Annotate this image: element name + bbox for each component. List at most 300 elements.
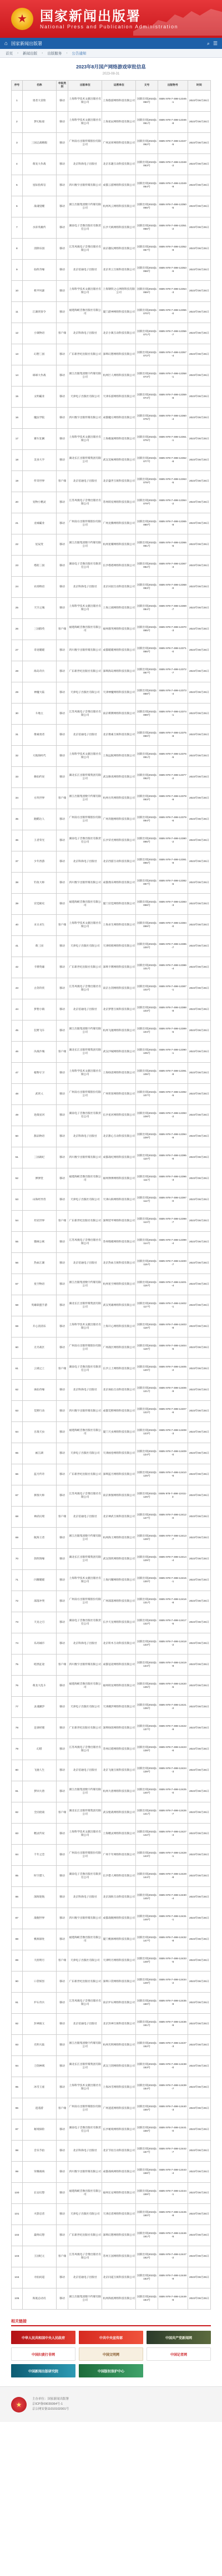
cell-date: 2023年08月25日 [188, 619, 210, 640]
cell-isbn: ISBN 978-7-498-12393-2 [158, 1105, 188, 1126]
cell-operator: 天津乐游网络科技有限公司 [102, 387, 136, 408]
cell-approval-no: 国新出审[2023]1070号 [136, 302, 158, 323]
cell-index: 30 [12, 704, 23, 725]
cell-publisher: 江苏凤凰电子音像出版社有限公司 [68, 239, 102, 260]
cell-isbn: ISBN 978-7-498-12368-0 [158, 577, 188, 598]
cell-name: 方块世界 [22, 788, 56, 809]
cell-operator: 北京小镇互动科技有限公司 [102, 323, 136, 344]
cell-index: 14 [12, 365, 23, 387]
cell-isbn: ISBN 978-7-498-12378-9 [158, 788, 188, 809]
menu-icon[interactable]: ☰ [213, 40, 218, 46]
cell-name: 仙侠奇缘 [22, 260, 56, 281]
cell-publisher: 四川数字出版传媒有限公司 [68, 2162, 102, 2183]
cell-approval-no: 国新出审[2023]1147号 [136, 1929, 158, 1950]
cell-isbn: ISBN 978-7-498-12448-9 [158, 2267, 188, 2288]
nav-bar [0, 38, 222, 49]
cell-publisher: 北京科海电子出版社 [68, 577, 102, 598]
cell-operator: 苏州王国网络科技有限公司 [102, 2246, 136, 2267]
cell-approval-no: 国新出审[2023]1061号 [136, 112, 158, 133]
cell-approval-no: 国新出审[2023]1086号 [136, 640, 158, 661]
cell-date: 2023年08月25日 [188, 450, 210, 471]
cell-index: 66 [12, 1464, 23, 1485]
cell-index: 60 [12, 1337, 23, 1359]
cell-isbn: ISBN 978-7-498-12345-1 [158, 91, 188, 112]
cell-approval-no: 国新出审[2023]1088号 [136, 682, 158, 704]
cell-isbn: ISBN 978-7-498-12414-4 [158, 1549, 188, 1570]
cell-category: 客户端 [56, 1042, 68, 1063]
cell-operator: 广州奔跑网络科技有限公司 [102, 809, 136, 830]
cell-name: 暗黑征途 [22, 1654, 56, 1676]
cell-operator: 成都战线网络科技有限公司 [102, 2162, 136, 2183]
cell-index: 29 [12, 682, 23, 704]
cell-publisher: 江苏凤凰电子音像出版社有限公司 [68, 1739, 102, 1760]
cell-isbn: ISBN 978-7-498-12373-4 [158, 682, 188, 704]
cell-name: 美食大亨 [22, 450, 56, 471]
cell-publisher: 北京科海电子出版社 [68, 1126, 102, 1147]
cell-operator: 深圳幻想网络科技有限公司 [102, 344, 136, 365]
table-header-row [12, 81, 211, 91]
cell-name: 神武幻境 [22, 1507, 56, 1528]
cell-name: 光明大陆 [22, 2035, 56, 2056]
cell-operator: 杭州海王网络科技有限公司 [102, 1528, 136, 1549]
cell-index: 9 [12, 260, 23, 281]
cell-isbn: ISBN 978-7-498-12420-5 [158, 1676, 188, 1697]
cell-name: 剑侠情缘 [22, 1549, 56, 1570]
cell-publisher: 天津电子出版社有限公司 [68, 1697, 102, 1718]
cell-index: 70 [12, 1549, 23, 1570]
cell-index: 12 [12, 323, 23, 344]
cell-name: 全民枪战 [22, 1802, 56, 1824]
cell-publisher: 北京科海电子出版社 [68, 1633, 102, 1654]
cell-publisher: 湖南电子音像出版社有限责任公司 [68, 830, 102, 851]
cell-isbn: ISBN 978-7-498-12435-9 [158, 1993, 188, 2014]
table-row [12, 978, 211, 999]
cell-publisher: 江苏凤凰电子音像出版社有限公司 [68, 1485, 102, 1507]
cell-publisher: 福建海峡音像出版社有限公司 [68, 894, 102, 915]
cell-category: 移动 [56, 534, 68, 556]
cell-operator: 上海闪耀网络科技有限公司 [102, 1570, 136, 1591]
cell-publisher: 福建海峡音像出版社有限公司 [68, 1168, 102, 1190]
table-row [12, 1464, 211, 1485]
breadcrumb-service[interactable]: 出版服务 [47, 52, 62, 56]
cell-category: 客户端 [56, 2246, 68, 2267]
cell-approval-no: 国新出审[2023]1073号 [136, 365, 158, 387]
table-row [12, 1591, 211, 1612]
cell-approval-no: 国新出审[2023]1151号 [136, 2014, 158, 2035]
link-banner-gov[interactable]: 中华人民共和国中央人民政府 [11, 2331, 75, 2344]
cell-publisher: 浙江出版集团数字传媒有限公司 [68, 2288, 102, 2310]
cell-operator: 成都渔乐网络科技有限公司 [102, 873, 136, 894]
cell-name: 飞驰人生 [22, 1760, 56, 1781]
table-row [12, 1316, 211, 1337]
cell-category: 移动 [56, 1591, 68, 1612]
cell-category: 移动 [56, 1887, 68, 1908]
cell-operator: 长沙天纵网络科技有限公司 [102, 217, 136, 239]
cell-publisher: 湖南电子音像出版社有限责任公司 [68, 217, 102, 239]
cell-index: 52 [12, 1168, 23, 1190]
cell-approval-no: 国新出审[2023]1144号 [136, 1866, 158, 1887]
cell-isbn: ISBN 978-7-498-12415-1 [158, 1570, 188, 1591]
table-row [12, 1401, 211, 1422]
site-title: 国家新闻出版署 [40, 8, 141, 24]
cell-category: 移动 [56, 767, 68, 788]
cell-approval-no: 国新出审[2023]1084号 [136, 598, 158, 619]
cell-approval-no: 国新出审[2023]1069号 [136, 281, 158, 302]
cell-isbn: ISBN 978-7-498-12422-9 [158, 1718, 188, 1739]
cell-category: 移动 [56, 217, 68, 239]
cell-operator: 杭州海底网络科技有限公司 [102, 2288, 136, 2310]
cell-approval-no: 国新出审[2023]1092号 [136, 767, 158, 788]
cell-category: 客户端 [56, 1802, 68, 1824]
cell-publisher: 广东新世纪出版社有限公司 [68, 1971, 102, 1993]
cell-date: 2023年08月25日 [188, 1845, 210, 1866]
cell-isbn: ISBN 978-7-498-12401-4 [158, 1274, 188, 1295]
cell-publisher: 湖南电子音像出版社有限责任公司 [68, 1105, 102, 1126]
cell-index: 100 [12, 2183, 23, 2204]
link-banner-wenming[interactable]: 中国文明网 [79, 2347, 143, 2361]
cell-name: 三国战纪 [22, 1147, 56, 1168]
cell-date: 2023年08月25日 [188, 408, 210, 429]
table-row [12, 429, 211, 450]
table-row [12, 2035, 211, 2056]
cell-name: 决战沙城 [22, 1042, 56, 1063]
cell-category: 移动 [56, 450, 68, 471]
cell-approval-no: 国新出审[2023]1109号 [136, 1126, 158, 1147]
breadcrumb: 首页 › 新闻出版 › 出版服务 › 公告通知 [0, 49, 222, 58]
cell-isbn: ISBN 978-7-498-12424-3 [158, 1760, 188, 1781]
cell-approval-no: 国新出审[2023]1139号 [136, 1760, 158, 1781]
cell-date: 2023年08月25日 [188, 1401, 210, 1422]
link-banner-journalist[interactable]: 中国记者网 [147, 2347, 211, 2361]
cell-category: 移动 [56, 1908, 68, 1929]
cell-index: 71 [12, 1570, 23, 1591]
cell-date: 2023年08月25日 [188, 1295, 210, 1316]
cell-category: 移动 [56, 1845, 68, 1866]
col-header-operator: 运营单位 [102, 81, 136, 91]
cell-date: 2023年08月25日 [188, 217, 210, 239]
cell-isbn: ISBN 978-7-498-12437-3 [158, 2035, 188, 2056]
cell-publisher: 广州南方出版传媒股份有限公司 [68, 1084, 102, 1105]
table-row [12, 851, 211, 873]
home-icon[interactable]: ⌂ [4, 40, 8, 47]
cell-publisher: 湖北长江出版传媒集团有限公司 [68, 1042, 102, 1063]
cell-publisher: 湖北长江出版传媒集团有限公司 [68, 1802, 102, 1824]
cell-name: 文明霸业 [22, 387, 56, 408]
cell-category: 移动 [56, 1021, 68, 1042]
cell-date: 2023年08月25日 [188, 2183, 210, 2204]
cell-operator: 北京西游互动科技有限公司 [102, 851, 136, 873]
cell-operator: 武汉枪战网络科技有限公司 [102, 1802, 136, 1824]
table-row [12, 598, 211, 619]
cell-isbn: ISBN 978-7-498-12358-1 [158, 365, 188, 387]
cell-isbn: ISBN 978-7-498-12446-5 [158, 2225, 188, 2246]
cell-category: 移动 [56, 1697, 68, 1718]
cell-approval-no: 国新出审[2023]1130号 [136, 1570, 158, 1591]
cell-approval-no: 国新出审[2023]1160号 [136, 2204, 158, 2225]
cell-date: 2023年08月25日 [188, 154, 210, 175]
cell-date: 2023年08月25日 [188, 260, 210, 281]
cell-name: 封神演义 [22, 2014, 56, 2035]
table-row [12, 1528, 211, 1549]
cell-operator: 长沙秘境网络科技有限公司 [102, 2119, 136, 2141]
great-wall-decoration [133, 3, 222, 36]
gov-badge-icon[interactable]: ★ [11, 2397, 27, 2412]
cell-date: 2023年08月25日 [188, 1993, 210, 2014]
cell-operator: 成都战纪网络科技有限公司 [102, 1147, 136, 1168]
cell-name: 百战天虫 [22, 1422, 56, 1443]
cell-name: 海岛奇兵 [22, 661, 56, 682]
link-banner-propaganda[interactable]: 中共中央宣传部 [79, 2331, 143, 2344]
search-icon[interactable]: ⌕ [206, 40, 210, 46]
cell-name: 无尽战区 [22, 1337, 56, 1359]
cell-date: 2023年08月25日 [188, 2246, 210, 2267]
cell-date: 2023年08月25日 [188, 1633, 210, 1654]
cell-index: 39 [12, 894, 23, 915]
table-row [12, 894, 211, 915]
cell-approval-no: 国新出审[2023]1062号 [136, 133, 158, 154]
breadcrumb-home[interactable]: 首页 [6, 52, 13, 56]
table-row [12, 661, 211, 682]
cell-publisher: 上海科学技术文献出版社有限公司 [68, 91, 102, 112]
cell-name: 萌三国 [22, 936, 56, 957]
cell-index: 26 [12, 619, 23, 640]
table-row [12, 1887, 211, 1908]
table-row [12, 365, 211, 387]
table-row [12, 640, 211, 661]
cell-index: 22 [12, 534, 23, 556]
cell-date: 2023年08月25日 [188, 1274, 210, 1295]
cell-name: 逆战星河 [22, 1105, 56, 1126]
cell-approval-no: 国新出审[2023]1063号 [136, 154, 158, 175]
cell-index: 81 [12, 1781, 23, 1802]
cell-approval-no: 国新出审[2023]1126号 [136, 1485, 158, 1507]
cell-date: 2023年08月25日 [188, 133, 210, 154]
cell-name: 奇迹暖暖 [22, 640, 56, 661]
cell-isbn: ISBN 978-7-498-12391-8 [158, 1063, 188, 1084]
cell-publisher: 浙江出版集团数字传媒有限公司 [68, 365, 102, 387]
cell-category: 移动 [56, 1274, 68, 1295]
cell-operator: 上海远航网络科技有限公司 [102, 746, 136, 767]
cell-index: 65 [12, 1443, 23, 1464]
nav-title[interactable]: 国家新闻出版署 [11, 41, 43, 46]
cell-approval-no: 国新出审[2023]1158号 [136, 2162, 158, 2183]
cell-isbn: ISBN 978-7-498-12394-9 [158, 1126, 188, 1147]
cell-approval-no: 国新出审[2023]1117号 [136, 1295, 158, 1316]
cell-isbn: ISBN 978-7-498-12416-8 [158, 1591, 188, 1612]
cell-isbn: ISBN 978-7-498-12397-0 [158, 1190, 188, 1211]
cell-publisher: 上海科学技术文献出版社有限公司 [68, 746, 102, 767]
cell-approval-no: 国新出审[2023]1129号 [136, 1549, 158, 1570]
cell-category: 移动 [56, 91, 68, 112]
cell-operator: 成都战舰网络科技有限公司 [102, 1908, 136, 1929]
cell-approval-no: 国新出审[2023]1110号 [136, 1147, 158, 1168]
cell-date: 2023年08月25日 [188, 471, 210, 492]
cell-name: 跑酷达人 [22, 809, 56, 830]
cell-category: 移动 [56, 2035, 68, 2056]
cell-approval-no: 国新出审[2023]1091号 [136, 746, 158, 767]
cell-approval-no: 国新出审[2023]1145号 [136, 1887, 158, 1908]
cell-publisher: 上海科学技术文献出版社有限公司 [68, 429, 102, 450]
cell-date: 2023年08月25日 [188, 1781, 210, 1802]
site-title-en: National Press and Publication Administration [40, 23, 179, 29]
cell-date: 2023年08月25日 [188, 1126, 210, 1147]
cell-date: 2023年08月25日 [188, 1168, 210, 1190]
cell-name: 三国群英 [22, 619, 56, 640]
table-row [12, 2267, 211, 2288]
cell-index: 87 [12, 1908, 23, 1929]
cell-approval-no: 国新出审[2023]1108号 [136, 1105, 158, 1126]
page-date: 2023-08-31 [102, 72, 120, 76]
breadcrumb-news[interactable]: 新闻出版 [23, 52, 38, 56]
cell-isbn: ISBN 978-7-498-12392-5 [158, 1084, 188, 1105]
cell-name: 冰雪王座 [22, 2077, 56, 2098]
cell-index: 28 [12, 661, 23, 682]
cell-name: 宫廷秘史 [22, 894, 56, 915]
cell-publisher: 北京科海电子出版社 [68, 1380, 102, 1401]
cell-publisher: 江苏凤凰电子音像出版社有限公司 [68, 978, 102, 999]
table-row [12, 2162, 211, 2183]
cell-isbn: ISBN 978-7-498-12431-1 [158, 1908, 188, 1929]
link-banner-shdf[interactable]: 中国扫黄打非网 [11, 2347, 75, 2361]
cell-name: 足球经理 [22, 1718, 56, 1739]
cell-approval-no: 国新出审[2023]1119号 [136, 1337, 158, 1359]
cell-category: 移动 [56, 978, 68, 999]
cell-publisher: 湖南电子音像出版社有限责任公司 [68, 1612, 102, 1633]
cell-publisher: 浙江出版集团数字传媒有限公司 [68, 1528, 102, 1549]
cell-date: 2023年08月25日 [188, 1676, 210, 1697]
cell-name: 猫咪公寓 [22, 1232, 56, 1253]
table-row [12, 2056, 211, 2077]
cell-approval-no: 国新出审[2023]1124号 [136, 1443, 158, 1464]
cell-index: 89 [12, 1950, 23, 1971]
cell-date: 2023年08月25日 [188, 598, 210, 619]
table-row [12, 1443, 211, 1464]
cell-category: 移动 [56, 1929, 68, 1950]
cell-publisher: 四川数字出版传媒有限公司 [68, 1147, 102, 1168]
cell-operator: 北京问道互娱科技有限公司 [102, 2267, 136, 2288]
cell-isbn: ISBN 978-7-498-12404-5 [158, 1337, 188, 1359]
cell-index: 58 [12, 1295, 23, 1316]
table-row [12, 1507, 211, 1528]
cell-date: 2023年08月25日 [188, 2014, 210, 2035]
cell-isbn: ISBN 978-7-498-12377-2 [158, 767, 188, 788]
cell-date: 2023年08月25日 [188, 915, 210, 936]
link-banner-research[interactable]: 中国新闻出版研究院 [11, 2364, 75, 2377]
cell-approval-no: 国新出审[2023]1148号 [136, 1950, 158, 1971]
cell-date: 2023年08月25日 [188, 1485, 210, 1507]
cell-operator: 天津忍者网络科技有限公司 [102, 2204, 136, 2225]
table-row [12, 513, 211, 534]
cell-index: 46 [12, 1042, 23, 1063]
cell-publisher: 广东新世纪出版社有限公司 [68, 957, 102, 978]
cell-operator: 成都暖暖网络科技有限公司 [102, 640, 136, 661]
cell-approval-no: 国新出审[2023]1122号 [136, 1401, 158, 1422]
cell-date: 2023年08月25日 [188, 556, 210, 577]
cell-index: 72 [12, 1591, 23, 1612]
cell-isbn: ISBN 978-7-498-12444-1 [158, 2183, 188, 2204]
cell-name: 甜品物语 [22, 1126, 56, 1147]
cell-date: 2023年08月25日 [188, 1316, 210, 1337]
cell-date: 2023年08月25日 [188, 196, 210, 217]
table-row [12, 1021, 211, 1042]
cell-category: 移动 [56, 1718, 68, 1739]
cell-operator: 天津潮汐网络科技有限公司 [102, 1697, 136, 1718]
cell-operator: 北京封神互娱科技有限公司 [102, 2014, 136, 2035]
cell-isbn: ISBN 978-7-498-12372-7 [158, 661, 188, 682]
table-row [12, 471, 211, 492]
cell-publisher: 江苏凤凰电子音像出版社有限公司 [68, 492, 102, 513]
cell-index: 80 [12, 1760, 23, 1781]
cell-publisher: 江苏凤凰电子音像出版社有限公司 [68, 1232, 102, 1253]
cell-index: 76 [12, 1676, 23, 1697]
cell-index: 62 [12, 1380, 23, 1401]
cell-approval-no: 国新出审[2023]1107号 [136, 1084, 158, 1105]
cell-publisher: 上海科学技术文献出版社有限公司 [68, 1824, 102, 1845]
cell-date: 2023年08月25日 [188, 1591, 210, 1612]
cell-index: 50 [12, 1126, 23, 1147]
cell-operator: 杭州光明网络科技有限公司 [102, 2035, 136, 2056]
cell-category: 移动 [56, 1549, 68, 1570]
link-banner-copyright[interactable]: 中国版权保护中心 [79, 2364, 143, 2377]
cell-isbn: ISBN 978-7-498-12359-8 [158, 387, 188, 408]
cell-category: 客户端 [56, 1654, 68, 1676]
cell-index: 7 [12, 217, 23, 239]
cell-name: 桃源深处 [22, 1929, 56, 1950]
cell-isbn: ISBN 978-7-498-12371-0 [158, 640, 188, 661]
cell-operator: 南京拼图网络科技有限公司 [102, 1485, 136, 1507]
cell-date: 2023年08月25日 [188, 767, 210, 788]
cell-operator: 福州弹弹网络科技有限公司 [102, 1168, 136, 1190]
cell-isbn: ISBN 978-7-498-12389-5 [158, 1021, 188, 1042]
table-row [12, 112, 211, 133]
cell-isbn: ISBN 978-7-498-12427-4 [158, 1824, 188, 1845]
cell-category: 移动 [56, 260, 68, 281]
cell-index: 41 [12, 936, 23, 957]
cell-index: 95 [12, 2077, 23, 2098]
breadcrumb-notice[interactable]: 公告通知 [72, 52, 87, 56]
cell-approval-no: 国新出审[2023]1080号 [136, 513, 158, 534]
cell-publisher: 四川数字出版传媒有限公司 [68, 408, 102, 429]
cell-category: 移动 [56, 492, 68, 513]
cell-category: 移动 [56, 2204, 68, 2225]
cell-publisher: 北京伯通电子出版社 [68, 260, 102, 281]
national-emblem-icon[interactable]: ★ [11, 8, 33, 30]
table-row [12, 154, 211, 175]
cell-name: 球球大作战 [22, 365, 56, 387]
table-row [12, 1612, 211, 1633]
footer-police[interactable]: 京公网安备11010102001号 [32, 2407, 69, 2411]
cell-name: 逍遥游 [22, 2098, 56, 2119]
cell-index: 88 [12, 1929, 23, 1950]
link-banner-cpc-news[interactable]: 中国共产党新闻网 [147, 2331, 211, 2344]
cell-name: 火影忍者 [22, 2204, 56, 2225]
cell-isbn: ISBN 978-7-498-12447-2 [158, 2246, 188, 2267]
col-header-isbn: 出版物号 [158, 81, 188, 91]
cell-category: 客户端 [56, 323, 68, 344]
cell-isbn: ISBN 978-7-498-12413-7 [158, 1528, 188, 1549]
cell-publisher: 湖北长江出版传媒集团有限公司 [68, 450, 102, 471]
cell-operator: 北京神武互娱科技有限公司 [102, 1507, 136, 1528]
table-row [12, 1042, 211, 1063]
cell-name: 闪耀暖暖 [22, 1570, 56, 1591]
footer-icp[interactable]: 京ICP备09039364号-1 [32, 2402, 63, 2406]
cell-index: 69 [12, 1528, 23, 1549]
table-row [12, 492, 211, 513]
cell-operator: 南京趣玩网络科技有限公司 [102, 239, 136, 260]
cell-isbn: ISBN 978-7-498-12347-5 [158, 133, 188, 154]
cell-publisher: 湖北长江出版传媒集团有限公司 [68, 767, 102, 788]
cell-publisher: 天津电子出版社有限公司 [68, 682, 102, 704]
